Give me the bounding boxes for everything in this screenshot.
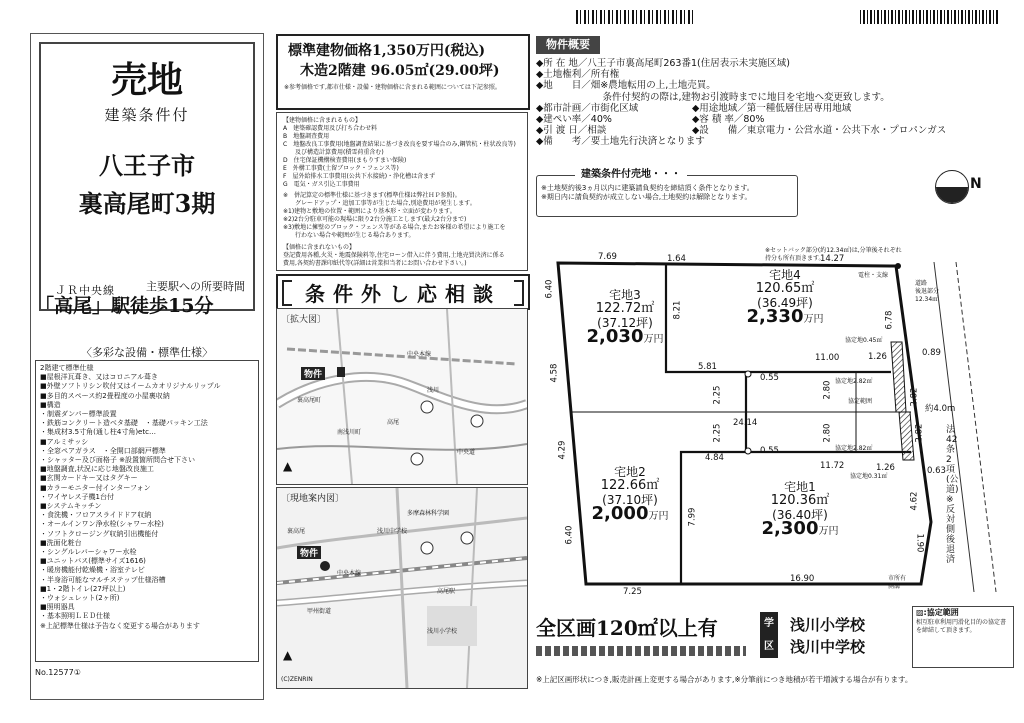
lot1-tsubo: (36.40坪) bbox=[772, 508, 828, 522]
left-panel bbox=[30, 33, 264, 700]
conditions-negotiable-label: 条件外し応相談 bbox=[305, 282, 501, 306]
dim-label: 2.25 bbox=[712, 423, 723, 443]
location-guide-map[interactable] bbox=[276, 487, 528, 689]
feature-item: ・半身浴可能なマルチステップ仕様浴槽 bbox=[40, 575, 166, 584]
lot3-price-row bbox=[580, 326, 670, 347]
feature-item: ・ソフトクロージング収納引出機能付 bbox=[40, 529, 159, 538]
station-caption: 主要駅への所要時間 bbox=[146, 280, 245, 293]
map1-place-label: 裏高尾町 bbox=[297, 397, 322, 404]
feature-item: ※上記標準仕様は予告なく変更する場合があります bbox=[40, 621, 200, 630]
included-item: C 地盤改良工事費用(地盤調査結果に基づき改良を要す場合のみ,鋼管杭・柱状改良等) bbox=[283, 141, 516, 148]
included-note: グレードアップ・追加工事等が生じた場合,別途費用が発生します。 bbox=[283, 200, 476, 207]
map1-place-label: 浅川 bbox=[427, 387, 440, 394]
lot4-price: 2,330 bbox=[746, 306, 804, 327]
map2-place-label: 高尾駅 bbox=[437, 588, 456, 595]
condition-line: ※期日内に請負契約が成立しない場合,土地契約は解除となります。 bbox=[541, 193, 752, 201]
lot1-area: 120.36㎡ bbox=[770, 493, 830, 508]
feature-item: ■屋根洋瓦葺き、又はコロニアル葺き bbox=[40, 373, 159, 382]
map1-place-label: 中央本線 bbox=[407, 351, 432, 358]
included-item: G 電気・ガス引込工事費用 bbox=[283, 181, 360, 188]
dim-label: 4.84 bbox=[705, 453, 724, 463]
lot2[interactable] bbox=[585, 465, 675, 524]
feature-item: ・基本照明ＬＥＤ仕様 bbox=[40, 612, 110, 621]
lot1-name: 宅地1 bbox=[784, 480, 816, 494]
map2-place-label: 浅川小学校 bbox=[427, 628, 458, 635]
exclusions-heading: 【価格に含まれないもの】 bbox=[283, 244, 356, 251]
bracket-icon bbox=[514, 280, 524, 306]
feature-item: ■玄関カードキー又はタグキー bbox=[40, 474, 138, 483]
page-title: 売地 bbox=[110, 59, 183, 101]
enlarged-map[interactable] bbox=[276, 308, 528, 485]
feature-item: ・全窓ペアガラス ・全開口部網戸標準 bbox=[40, 446, 166, 455]
included-item: E 外構工事費(土留ブロック・フェンス等) bbox=[283, 165, 399, 172]
lot4-tsubo: (36.49坪) bbox=[757, 296, 813, 310]
pole-label: 電柱・支線 bbox=[858, 272, 889, 279]
property-summary bbox=[536, 58, 1016, 148]
lot3-tsubo: (37.12坪) bbox=[597, 316, 653, 330]
dim-label: 4.58 bbox=[549, 363, 560, 383]
included-note: ※2)2台分駐車可能の現場に限り2台分施工とします(最大2台分まで) bbox=[283, 216, 467, 223]
price-line2: 木造2階建 96.05㎡(29.00坪) bbox=[300, 63, 500, 79]
feature-item: ■ユニットバス(標準サイズ1616) bbox=[40, 557, 146, 566]
location-line1: 八王子市 bbox=[99, 151, 195, 180]
dim-label: 24.14 bbox=[733, 418, 758, 428]
included-note: 行わない場合や範囲が生じる場合あります。 bbox=[283, 232, 415, 239]
title-frame bbox=[39, 42, 255, 311]
price-line1: 標準建物価格1,350万円(税込) bbox=[288, 43, 486, 59]
dim-label: 6.40 bbox=[544, 279, 555, 299]
dim-label: 11.00 bbox=[815, 353, 840, 363]
agreement-area-4: 協定地0.31㎡ bbox=[850, 473, 888, 480]
dim-label: 4.29 bbox=[557, 440, 568, 460]
dim-label: 2.80 bbox=[822, 380, 833, 400]
property-grid-cell: ◆引 渡 日／相談 bbox=[536, 125, 607, 137]
building-conditions-box bbox=[536, 175, 798, 217]
city-owned-label: 市所有 側溝 bbox=[888, 575, 907, 590]
property-grid-cell: ◆用途地域／第一種低層住居専用地域 bbox=[692, 102, 852, 114]
dim-label: 11.72 bbox=[820, 461, 845, 471]
location-line2: 裏高尾町3期 bbox=[78, 189, 216, 218]
property-line: ◆土地権利／所有権 bbox=[536, 69, 620, 81]
school-tag: 学区 bbox=[760, 612, 778, 658]
feature-item: ・オールインワン浄水栓(シャワー水栓) bbox=[40, 520, 164, 529]
map1-label: 〔拡大図〕 bbox=[281, 315, 327, 325]
feature-item: ■外壁ソフトリシン吹付又はイームカオリジナルリップル bbox=[40, 382, 221, 391]
property-grid-cell: ◆備 考／要土地先行決済となります bbox=[536, 136, 705, 148]
agreement-area-2: 協定地2.82㎡ bbox=[835, 378, 873, 385]
map1-place-label: 中央道 bbox=[457, 449, 476, 456]
dim-label: 0.55 bbox=[760, 373, 779, 383]
lot3[interactable] bbox=[580, 288, 670, 347]
included-item: F 屋外給排水工事費用(公共下水接続)・浄化槽は含まず bbox=[283, 173, 436, 180]
barcode-strip bbox=[576, 10, 696, 24]
map2-label: 〔現地案内図〕 bbox=[281, 494, 345, 504]
lot4-unit: 万円 bbox=[803, 314, 824, 325]
lot3-area: 122.72㎡ bbox=[595, 301, 655, 316]
lot3-price: 2,030 bbox=[586, 326, 644, 347]
feature-item: ■地盤調査,状況に応じ地盤改良施工 bbox=[40, 465, 154, 474]
lot4[interactable] bbox=[735, 268, 835, 327]
lot1-unit: 万円 bbox=[818, 526, 839, 537]
included-note: ※3)敷地に擁壁のブロック・フェンス等がある場合,またお客様の希望により施工を bbox=[283, 224, 506, 231]
feature-item: ・ワイヤレス子機1台付 bbox=[40, 492, 114, 501]
dim-label: 6.78 bbox=[884, 310, 895, 330]
line-name: ＪＲ中央線 bbox=[55, 284, 115, 297]
dim-label: 2.25 bbox=[712, 385, 723, 405]
property-lines bbox=[536, 58, 1016, 103]
map-credit: (C)ZENRIN bbox=[281, 676, 313, 683]
dim-label: 0.63 bbox=[927, 466, 946, 476]
dim-label: 1.64 bbox=[667, 254, 686, 264]
exclusion-item: 費用,各契約書課印紙代等(詳細は営業担当者にお問い合わせ下さい。) bbox=[283, 260, 467, 267]
north-label: N bbox=[970, 176, 982, 192]
included-item: 及び構造計算費用(積雪荷重含む) bbox=[283, 149, 384, 156]
included-items-box bbox=[276, 112, 528, 271]
road-setback-label: 道路 後退部分 12.34㎡ bbox=[915, 280, 940, 303]
elementary-school: 浅川小学校 bbox=[790, 616, 866, 634]
legend-box bbox=[912, 606, 1014, 668]
barcode-strip bbox=[860, 10, 1000, 24]
price-box bbox=[276, 34, 530, 110]
feature-item: ■システムキッチン bbox=[40, 502, 102, 511]
agreement-range: 協定範囲 bbox=[848, 398, 873, 405]
map2-place-label: 甲州街道 bbox=[307, 608, 332, 615]
property-grid-row bbox=[536, 114, 1016, 125]
property-line: ◆地 目／畑※農地転用の上,土地売買。 bbox=[536, 80, 716, 92]
lot4-name: 宅地4 bbox=[769, 268, 801, 282]
lot3-unit: 万円 bbox=[643, 334, 664, 345]
dim-label: 6.40 bbox=[564, 525, 575, 545]
lot2-price: 2,000 bbox=[591, 503, 649, 524]
price-note: ※参考価格です,都市仕様・設備・建物価格に含まれる範囲については下記参照。 bbox=[284, 84, 501, 91]
legend-text: 相互駐車利用円滑化目的の協定書を締結して頂きます。 bbox=[916, 619, 1007, 634]
road-label: 法42条2項(公道)※反対側後退済 bbox=[946, 425, 959, 565]
feature-item: ■構造 bbox=[40, 400, 61, 409]
map2-place-label: 多摩森林科学園 bbox=[407, 510, 450, 517]
lot1[interactable] bbox=[750, 480, 850, 539]
included-item: A 建築確認費用及び打ち合わせ料 bbox=[283, 125, 378, 132]
agreement-area-3: 協定地2.82㎡ bbox=[835, 445, 873, 452]
dim-label: 8.21 bbox=[672, 300, 683, 320]
lot2-area: 122.66㎡ bbox=[600, 478, 660, 493]
feature-item: ■多目的スペース約2畳程度の小屋裏収納 bbox=[40, 391, 170, 400]
junior-high-school: 浅川中学校 bbox=[790, 638, 866, 656]
dim-label: 14.27 bbox=[820, 254, 845, 264]
lot4-price-row bbox=[735, 306, 835, 327]
map2-place-label: 裏高尾 bbox=[287, 528, 306, 535]
feature-item: ・シャッター及び面格子 ※設置箇所問合せ下さい bbox=[40, 456, 195, 465]
lot1-price: 2,300 bbox=[761, 518, 819, 539]
included-notes bbox=[283, 192, 527, 240]
property-summary-tab: 物件概要 bbox=[536, 36, 600, 54]
page-subtitle: 建築条件付 bbox=[104, 106, 190, 124]
dim-label: 1.90 bbox=[914, 533, 925, 553]
lot1-price-row bbox=[750, 518, 850, 539]
condition-line: ※土地契約後3ヵ月以内に建築請負契約を締結頂く条件となります。 bbox=[541, 184, 754, 192]
feature-item: 2階建て標準仕様 bbox=[40, 364, 94, 372]
dim-label: 1.26 bbox=[876, 463, 895, 473]
included-note: ※1)建物と敷地の位置・範囲により基本形・立面が変わります。 bbox=[283, 208, 456, 215]
property-grid-row bbox=[536, 125, 1016, 136]
walk-time: 「高尾」駅徒歩15分 bbox=[35, 295, 214, 317]
lot3-name: 宅地3 bbox=[609, 288, 641, 302]
map2-place-label: 中央本線 bbox=[337, 570, 362, 577]
features-list bbox=[36, 361, 258, 634]
feature-item: ・シングルレバーシャワー水栓 bbox=[40, 548, 137, 557]
dim-label: 2.82 bbox=[909, 387, 920, 407]
dim-label: 16.90 bbox=[790, 574, 815, 584]
conditions-negotiable-banner bbox=[276, 274, 530, 310]
dim-label: 0.89 bbox=[922, 348, 941, 358]
property-line: 条件付契約の際は,建物お引渡時までに地目を宅地へ変更致します。 bbox=[536, 91, 890, 103]
feature-item: ・食洗機・フロアスライドドア収納 bbox=[40, 511, 152, 520]
exclusions-list bbox=[283, 252, 527, 268]
map1-place-label: 南浅川町 bbox=[337, 429, 362, 436]
feature-item: ■洗面化粧台 bbox=[40, 538, 82, 547]
feature-item: ■照明器具 bbox=[40, 603, 75, 612]
map2-place-label: 浅川中学校 bbox=[377, 528, 408, 535]
ref-number: No.12577① bbox=[35, 668, 81, 677]
lot2-name: 宅地2 bbox=[614, 465, 646, 479]
property-grid-cell: ◆建ぺい率／40% bbox=[536, 114, 612, 125]
lot2-price-row bbox=[585, 503, 675, 524]
feature-item: ・制震ダンパー標準設置 bbox=[40, 410, 117, 419]
feature-item: ■アルミサッシ bbox=[40, 437, 89, 446]
property-grid-row bbox=[536, 103, 1016, 114]
feature-item: ・暖房機能付乾燥機・浴室テレビ bbox=[40, 566, 145, 575]
dim-label: 7.99 bbox=[687, 507, 698, 527]
north-arrow-icon: ▲ bbox=[283, 648, 293, 662]
feature-item: ・ウォシュレット(2ヶ所) bbox=[40, 594, 120, 603]
property-line: ◆所 在 地／八王子市裏高尾町263番1(住居表示未実施区域) bbox=[536, 58, 790, 69]
property-grid bbox=[536, 103, 1016, 148]
included-heading: 【建物価格に含まれるもの】 bbox=[283, 117, 362, 124]
lot2-tsubo: (37.10坪) bbox=[602, 493, 658, 507]
included-note: ※ 併記算定の標準仕様に基づきます(標準仕様は弊社ＨＰ参照)。 bbox=[283, 192, 461, 199]
legend-title: ▨:協定範囲 bbox=[916, 608, 959, 617]
map2-pin-label: 物件 bbox=[297, 546, 321, 559]
footer-note: ※上記区画形状につき,販売計画上変更する場合があります,※分筆前につき地積が若干増減する場合が有ります。 bbox=[536, 675, 913, 684]
property-grid-cell: ◆都市計画／市街化区域 bbox=[536, 102, 639, 114]
dim-label: 7.69 bbox=[598, 252, 617, 262]
north-arrow-icon: ▲ bbox=[283, 459, 293, 473]
north-compass-icon bbox=[935, 170, 969, 204]
road-width: 約4.0m bbox=[925, 404, 956, 414]
features-box bbox=[35, 360, 259, 662]
feature-item: ・集成材3.5寸角(通し柱4寸角)etc… bbox=[40, 428, 156, 437]
dim-label: 2.80 bbox=[822, 423, 833, 443]
features-title: 〈多彩な設備・標準仕様〉 bbox=[81, 346, 213, 359]
all-lots-banner: 全区画120㎡以上有 bbox=[536, 616, 718, 640]
dim-label: 1.26 bbox=[868, 352, 887, 362]
feature-item: ■カラーモニター付インターフォン bbox=[40, 483, 151, 492]
included-list bbox=[283, 125, 527, 189]
included-item: B 地盤調査費用 bbox=[283, 133, 330, 140]
feature-item: ・鉄筋コンクリート造ベタ基礎 ・基礎パッキン工法 bbox=[40, 419, 208, 428]
map1-pin-label: 物件 bbox=[301, 367, 325, 380]
lot4-area: 120.65㎡ bbox=[755, 281, 815, 296]
property-grid-row bbox=[536, 136, 1016, 147]
dim-label: 2.82 bbox=[914, 423, 925, 443]
map-drawing bbox=[277, 488, 527, 688]
property-grid-cell: ◆設 備／東京電力・公営水道・公共下水・プロパンガス bbox=[692, 125, 947, 137]
dim-label: 4.62 bbox=[909, 491, 920, 511]
banner-underline bbox=[536, 646, 746, 656]
agreement-area-1: 協定地0.45㎡ bbox=[845, 337, 883, 344]
building-conditions-title: 建築条件付売地・・・ bbox=[575, 165, 687, 180]
dim-label: 0.55 bbox=[760, 446, 779, 456]
feature-item: ■1・2階トイレ(27坪以上) bbox=[40, 584, 126, 593]
dim-label: 7.25 bbox=[623, 587, 642, 597]
setback-note: ※セットバック部分(約12.34㎡)は,分筆後それぞれ持分も所有頂きます。 bbox=[765, 247, 902, 262]
dim-label: 5.81 bbox=[698, 362, 717, 372]
property-grid-cell: ◆容 積 率／80% bbox=[692, 114, 765, 125]
included-item: D 住宅保証機構検査費用(まもりすまい保険) bbox=[283, 157, 407, 164]
lot2-unit: 万円 bbox=[648, 511, 669, 522]
exclusion-item: 登記費用各種,火災・地震保険料等,住宅ローン借入に伴う費用,土地売買決済に係る bbox=[283, 252, 505, 259]
map1-place-label: 高尾 bbox=[387, 419, 400, 426]
